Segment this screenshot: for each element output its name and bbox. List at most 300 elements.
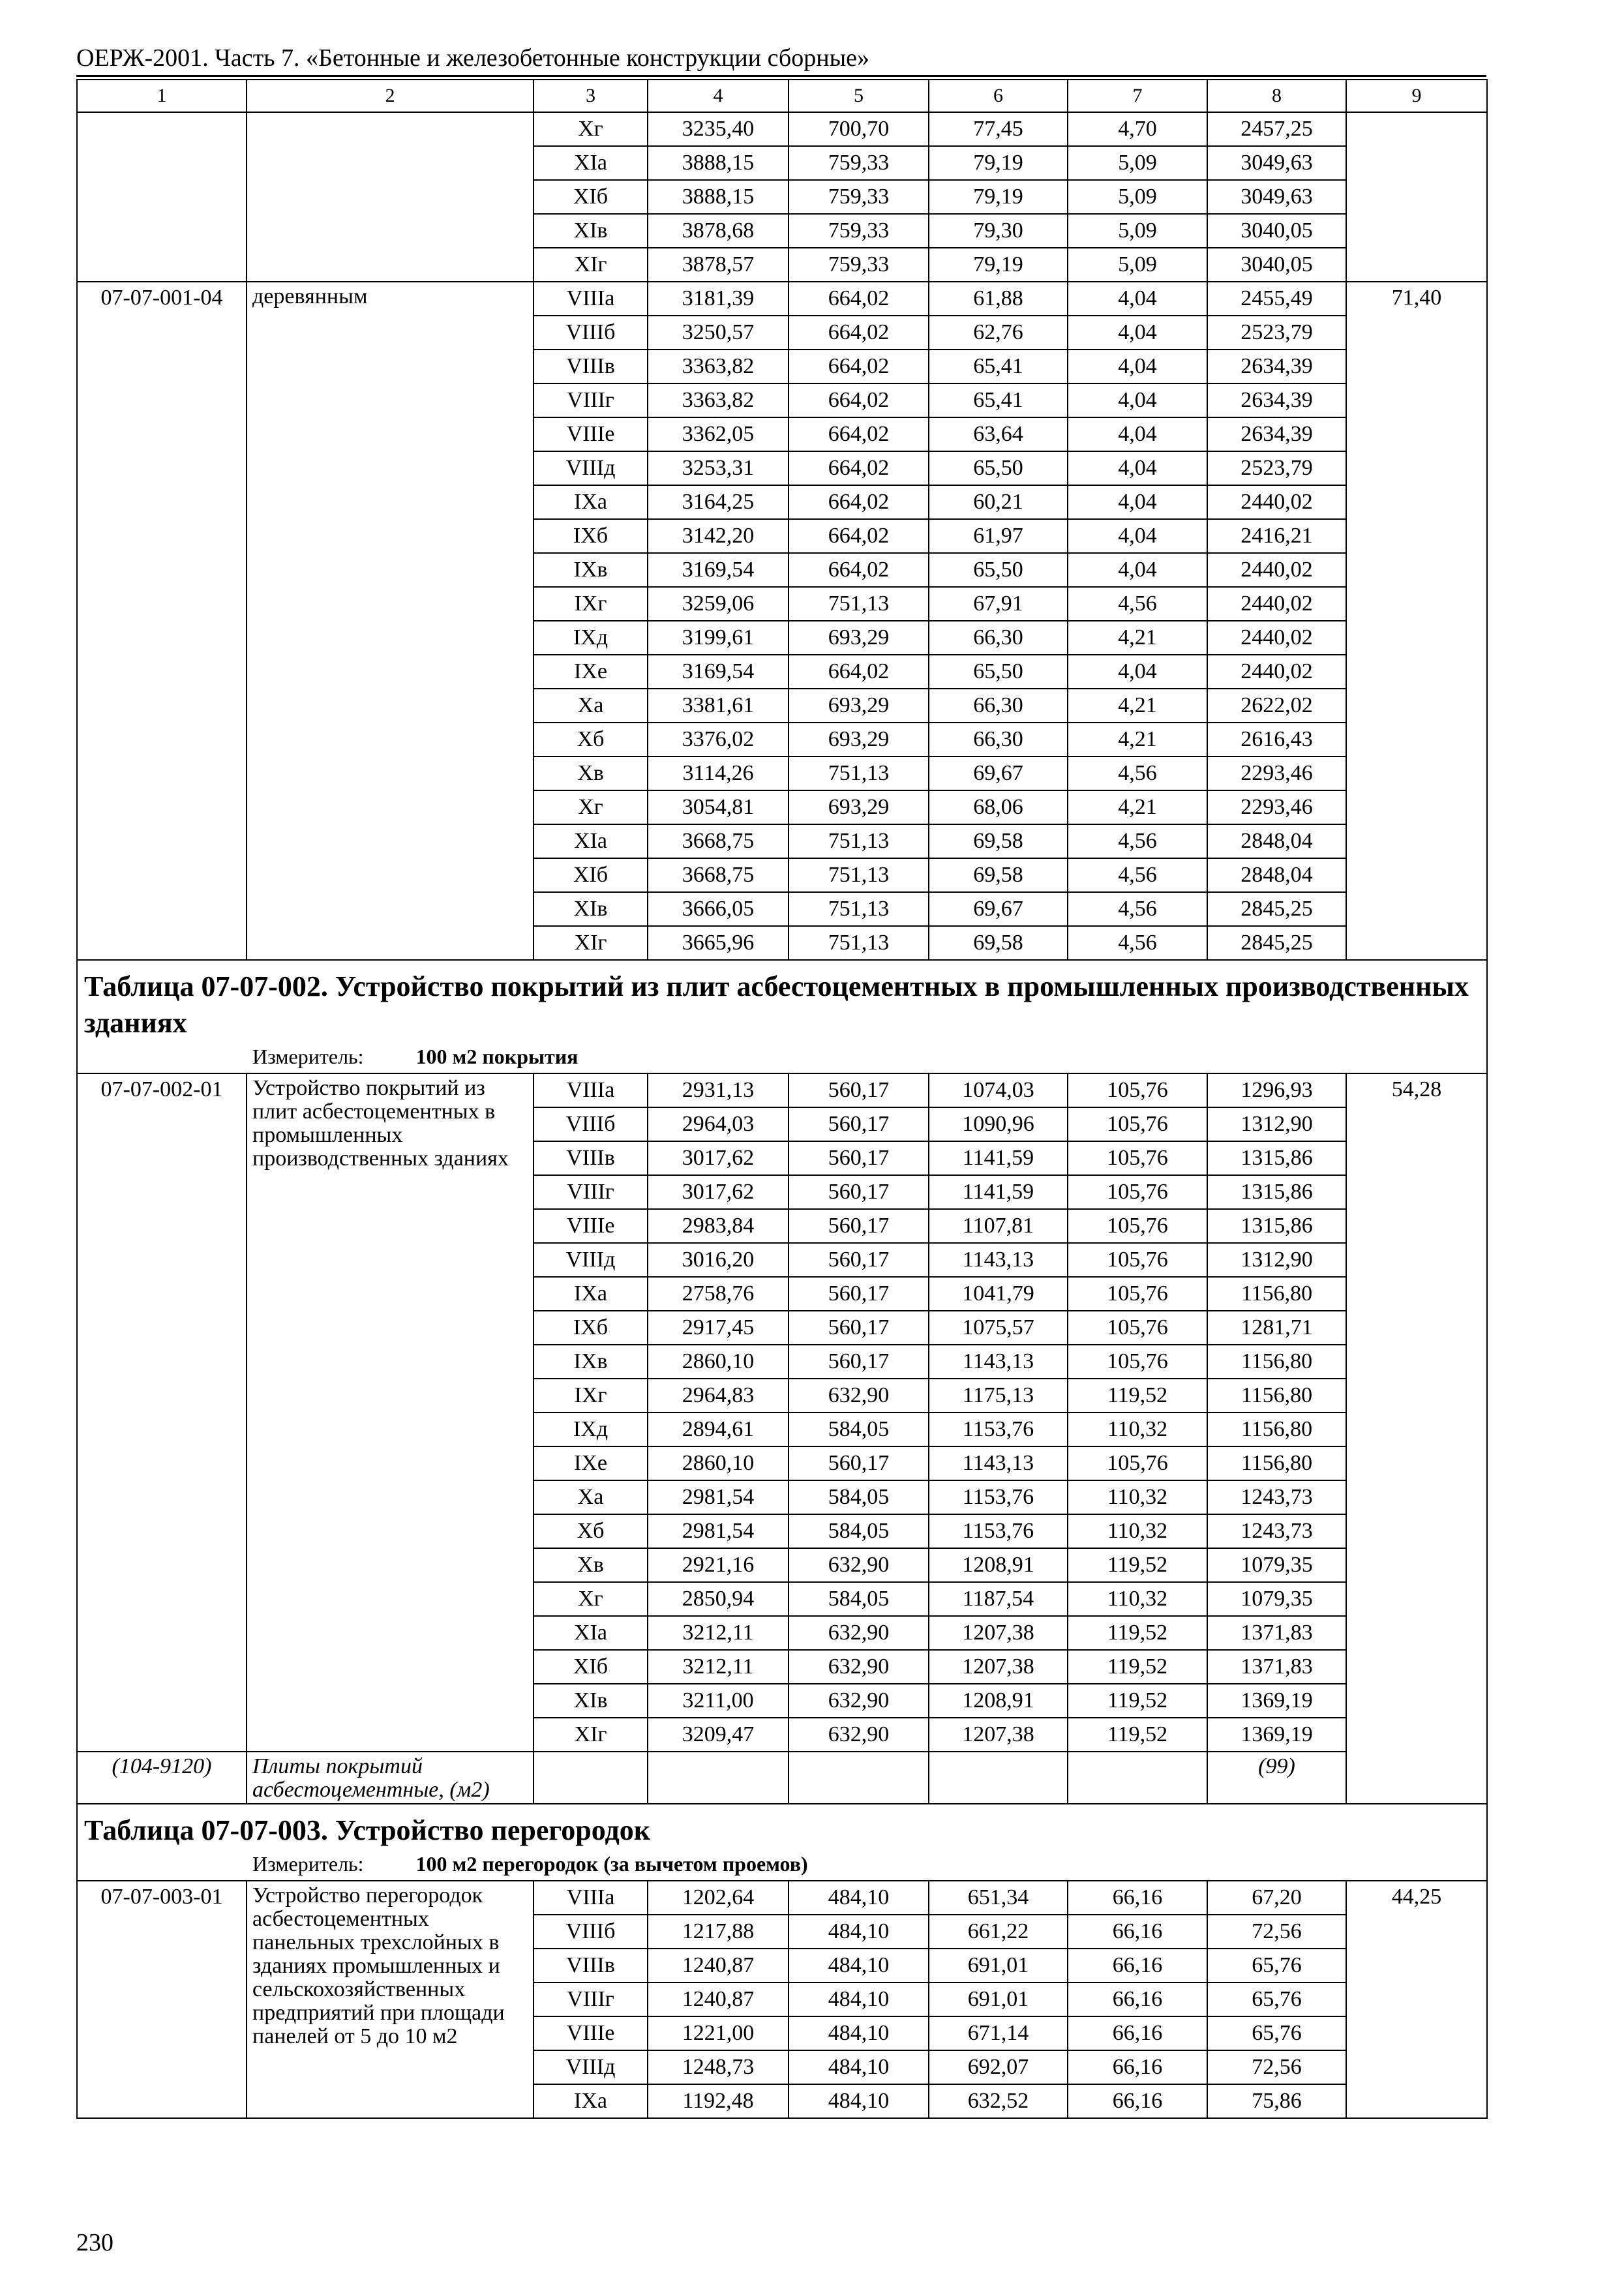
materials-cell: 1281,71 xyxy=(1207,1311,1346,1345)
cost-direct-cell: 3376,02 xyxy=(648,723,789,756)
wages-cell: 484,10 xyxy=(789,2050,929,2084)
header-rule xyxy=(76,75,1486,77)
region-cell: Хб xyxy=(534,1514,648,1548)
section-title: Таблица 07-07-002. Устройство покрытий из плит асбестоцементных в промышленных производственных зданиях xyxy=(84,970,1469,1039)
wages-cell: 484,10 xyxy=(789,1982,929,2016)
wages-cell: 664,02 xyxy=(789,519,929,553)
machines-cell: 1107,81 xyxy=(929,1209,1068,1243)
region-cell: VIIIв xyxy=(534,1141,648,1175)
wages-cell: 632,90 xyxy=(789,1650,929,1684)
materials-cell: 1156,80 xyxy=(1207,1446,1346,1480)
machines-cell: 77,45 xyxy=(929,112,1068,146)
machinist-wages-cell: 4,04 xyxy=(1068,383,1207,417)
measure-unit-line xyxy=(78,1849,1486,1880)
materials-cell: 1315,86 xyxy=(1207,1175,1346,1209)
wages-cell: 632,90 xyxy=(789,1684,929,1718)
section-header-row xyxy=(77,960,1487,1073)
region-cell: ХIб xyxy=(534,180,648,214)
wages-cell: 584,05 xyxy=(789,1413,929,1446)
cost-direct-cell: 1240,87 xyxy=(648,1982,789,2016)
cost-direct-cell: 3169,54 xyxy=(648,553,789,587)
machinist-wages-cell: 110,32 xyxy=(1068,1514,1207,1548)
column-number-cell: 1 xyxy=(77,80,247,112)
wages-cell: 632,90 xyxy=(789,1616,929,1650)
cost-direct-cell: 2917,45 xyxy=(648,1311,789,1345)
machinist-wages-cell: 119,52 xyxy=(1068,1548,1207,1582)
section-title: Таблица 07-07-003. Устройство перегородок xyxy=(84,1814,651,1846)
materials-cell: 1312,90 xyxy=(1207,1107,1346,1141)
materials-cell: 65,76 xyxy=(1207,1949,1346,1982)
cost-direct-cell: 3054,81 xyxy=(648,790,789,824)
machines-cell: 1090,96 xyxy=(929,1107,1068,1141)
materials-cell: 1371,83 xyxy=(1207,1650,1346,1684)
wages-cell: 584,05 xyxy=(789,1514,929,1548)
materials-cell: 65,76 xyxy=(1207,1982,1346,2016)
materials-cell: 2416,21 xyxy=(1207,519,1346,553)
machinist-wages-cell: 4,04 xyxy=(1068,417,1207,451)
machines-cell: 61,97 xyxy=(929,519,1068,553)
machinist-wages-cell: 119,52 xyxy=(1068,1718,1207,1752)
machinist-wages-cell: 105,76 xyxy=(1068,1175,1207,1209)
region-cell: VIIIд xyxy=(534,2050,648,2084)
region-cell: VIIIг xyxy=(534,383,648,417)
wages-cell: 560,17 xyxy=(789,1345,929,1379)
region-cell: IХа xyxy=(534,2084,648,2118)
materials-cell: 1079,35 xyxy=(1207,1548,1346,1582)
rate-description-cell xyxy=(247,112,534,282)
materials-cell: 1369,19 xyxy=(1207,1718,1346,1752)
wages-cell: 484,10 xyxy=(789,2016,929,2050)
region-cell: Хг xyxy=(534,112,648,146)
machinist-wages-cell: 110,32 xyxy=(1068,1582,1207,1616)
machinist-wages-cell: 4,56 xyxy=(1068,587,1207,621)
machines-cell: 692,07 xyxy=(929,2050,1068,2084)
machinist-wages-cell: 5,09 xyxy=(1068,146,1207,180)
machines-cell: 1141,59 xyxy=(929,1141,1068,1175)
machines-cell: 1153,76 xyxy=(929,1413,1068,1446)
cost-direct-cell: 3363,82 xyxy=(648,350,789,383)
cost-direct-cell: 1202,64 xyxy=(648,1881,789,1915)
machinist-wages-cell: 66,16 xyxy=(1068,1881,1207,1915)
cost-direct-cell: 3381,61 xyxy=(648,689,789,723)
region-cell: IХв xyxy=(534,1345,648,1379)
cost-direct-cell: 3363,82 xyxy=(648,383,789,417)
cost-direct-cell: 2860,10 xyxy=(648,1446,789,1480)
machines-cell: 1208,91 xyxy=(929,1548,1068,1582)
machinist-wages-cell: 4,04 xyxy=(1068,485,1207,519)
cost-direct-cell: 3665,96 xyxy=(648,926,789,960)
materials-cell: 1156,80 xyxy=(1207,1277,1346,1311)
cost-direct-cell: 3169,54 xyxy=(648,655,789,689)
materials-cell: 3049,63 xyxy=(1207,180,1346,214)
machinist-wages-cell: 4,04 xyxy=(1068,519,1207,553)
wages-cell: 664,02 xyxy=(789,451,929,485)
machinist-wages-cell: 110,32 xyxy=(1068,1413,1207,1446)
machines-cell: 66,30 xyxy=(929,621,1068,655)
machinist-wages-cell: 66,16 xyxy=(1068,2084,1207,2118)
machines-cell: 1153,76 xyxy=(929,1514,1068,1548)
region-cell: VIIIб xyxy=(534,1915,648,1949)
materials-cell: 1315,86 xyxy=(1207,1141,1346,1175)
machines-cell: 65,41 xyxy=(929,383,1068,417)
machinist-wages-cell: 119,52 xyxy=(1068,1616,1207,1650)
materials-cell: 1156,80 xyxy=(1207,1345,1346,1379)
region-cell: IХе xyxy=(534,655,648,689)
wages-cell: 584,05 xyxy=(789,1582,929,1616)
cost-direct-cell: 2758,76 xyxy=(648,1277,789,1311)
materials-cell: 1079,35 xyxy=(1207,1582,1346,1616)
machines-cell: 60,21 xyxy=(929,485,1068,519)
measure-unit-value: 100 м2 покрытия xyxy=(415,1045,579,1068)
machines-cell: 65,50 xyxy=(929,451,1068,485)
machines-cell: 63,64 xyxy=(929,417,1068,451)
wages-cell: 693,29 xyxy=(789,723,929,756)
table-row xyxy=(77,112,1487,146)
cost-direct-cell: 3668,75 xyxy=(648,858,789,892)
materials-cell: 2293,46 xyxy=(1207,756,1346,790)
machinist-wages-cell: 4,04 xyxy=(1068,350,1207,383)
wages-cell: 693,29 xyxy=(789,790,929,824)
wages-cell: 759,33 xyxy=(789,180,929,214)
labor-cost-cell: 44,25 xyxy=(1346,1881,1487,2118)
machines-cell: 1041,79 xyxy=(929,1277,1068,1311)
material-consumption-cell: (99) xyxy=(1207,1752,1346,1804)
materials-cell: 2293,46 xyxy=(1207,790,1346,824)
region-cell: ХIб xyxy=(534,858,648,892)
empty-cell xyxy=(648,1752,789,1804)
machines-cell: 62,76 xyxy=(929,316,1068,350)
machines-cell: 69,58 xyxy=(929,824,1068,858)
measure-unit-label: Измеритель: xyxy=(252,1045,364,1068)
machines-cell: 69,58 xyxy=(929,926,1068,960)
machinist-wages-cell: 105,76 xyxy=(1068,1311,1207,1345)
machinist-wages-cell: 4,56 xyxy=(1068,892,1207,926)
machines-cell: 671,14 xyxy=(929,2016,1068,2050)
empty-cell xyxy=(534,1752,648,1804)
cost-direct-cell: 1248,73 xyxy=(648,2050,789,2084)
region-cell: ХIа xyxy=(534,146,648,180)
machines-cell: 79,19 xyxy=(929,248,1068,282)
section-header-cell xyxy=(77,1804,1487,1881)
machinist-wages-cell: 4,56 xyxy=(1068,858,1207,892)
cost-direct-cell: 3259,06 xyxy=(648,587,789,621)
machines-cell: 1075,57 xyxy=(929,1311,1068,1345)
machines-cell: 632,52 xyxy=(929,2084,1068,2118)
cost-direct-cell: 3181,39 xyxy=(648,282,789,316)
empty-cell xyxy=(929,1752,1068,1804)
machinist-wages-cell: 4,21 xyxy=(1068,723,1207,756)
machinist-wages-cell: 105,76 xyxy=(1068,1277,1207,1311)
wages-cell: 664,02 xyxy=(789,383,929,417)
materials-cell: 75,86 xyxy=(1207,2084,1346,2118)
cost-direct-cell: 3211,00 xyxy=(648,1684,789,1718)
cost-direct-cell: 3017,62 xyxy=(648,1141,789,1175)
cost-direct-cell: 3250,57 xyxy=(648,316,789,350)
wages-cell: 560,17 xyxy=(789,1277,929,1311)
column-number-cell: 6 xyxy=(929,80,1068,112)
region-cell: IХб xyxy=(534,1311,648,1345)
region-cell: ХIа xyxy=(534,1616,648,1650)
table-row xyxy=(77,282,1487,316)
machines-cell: 651,34 xyxy=(929,1881,1068,1915)
cost-direct-cell: 3888,15 xyxy=(648,146,789,180)
machinist-wages-cell: 66,16 xyxy=(1068,1915,1207,1949)
rate-description-cell: Устройство перегородок асбестоцементных панельных трехслойных в зданиях промышленных и сельскохозяйственных предприятий при площади панелей от 5 до 10 м2 xyxy=(247,1881,534,2118)
machines-cell: 68,06 xyxy=(929,790,1068,824)
labor-cost-cell xyxy=(1346,112,1487,282)
region-cell: VIIIб xyxy=(534,316,648,350)
region-cell: ХIг xyxy=(534,1718,648,1752)
wages-cell: 560,17 xyxy=(789,1175,929,1209)
cost-direct-cell: 2921,16 xyxy=(648,1548,789,1582)
region-cell: VIIIа xyxy=(534,1073,648,1107)
rate-code-cell: 07-07-001-04 xyxy=(77,282,247,960)
region-cell: Ха xyxy=(534,689,648,723)
wages-cell: 664,02 xyxy=(789,553,929,587)
wages-cell: 632,90 xyxy=(789,1548,929,1582)
cost-direct-cell: 2983,84 xyxy=(648,1209,789,1243)
wages-cell: 484,10 xyxy=(789,1949,929,1982)
machines-cell: 79,19 xyxy=(929,180,1068,214)
wages-cell: 560,17 xyxy=(789,1073,929,1107)
wages-cell: 751,13 xyxy=(789,892,929,926)
wages-cell: 751,13 xyxy=(789,926,929,960)
column-number-cell: 9 xyxy=(1346,80,1487,112)
machines-cell: 1143,13 xyxy=(929,1446,1068,1480)
wages-cell: 484,10 xyxy=(789,1915,929,1949)
wages-cell: 560,17 xyxy=(789,1107,929,1141)
materials-cell: 2848,04 xyxy=(1207,824,1346,858)
region-cell: VIIIв xyxy=(534,1949,648,1982)
machines-cell: 1187,54 xyxy=(929,1582,1068,1616)
machines-cell: 67,91 xyxy=(929,587,1068,621)
column-number-cell: 7 xyxy=(1068,80,1207,112)
cost-direct-cell: 3209,47 xyxy=(648,1718,789,1752)
wages-cell: 664,02 xyxy=(789,282,929,316)
region-cell: VIIIд xyxy=(534,1243,648,1277)
materials-cell: 65,76 xyxy=(1207,2016,1346,2050)
empty-cell xyxy=(789,1752,929,1804)
running-header: ОЕРЖ-2001. Часть 7. «Бетонные и железобетонные конструкции сборные» xyxy=(76,44,869,72)
rate-description-cell: деревянным xyxy=(247,282,534,960)
cost-direct-cell: 3164,25 xyxy=(648,485,789,519)
column-number-row xyxy=(77,80,1487,112)
machines-cell: 1074,03 xyxy=(929,1073,1068,1107)
cost-direct-cell: 3142,20 xyxy=(648,519,789,553)
cost-direct-cell: 3212,11 xyxy=(648,1616,789,1650)
cost-direct-cell: 1221,00 xyxy=(648,2016,789,2050)
wages-cell: 632,90 xyxy=(789,1379,929,1413)
cost-direct-cell: 2981,54 xyxy=(648,1480,789,1514)
cost-direct-cell: 3212,11 xyxy=(648,1650,789,1684)
machinist-wages-cell: 66,16 xyxy=(1068,2016,1207,2050)
machinist-wages-cell: 66,16 xyxy=(1068,1982,1207,2016)
cost-direct-cell: 2964,03 xyxy=(648,1107,789,1141)
materials-cell: 1156,80 xyxy=(1207,1413,1346,1446)
region-cell: ХIа xyxy=(534,824,648,858)
wages-cell: 693,29 xyxy=(789,689,929,723)
machines-cell: 1207,38 xyxy=(929,1718,1068,1752)
materials-cell: 2523,79 xyxy=(1207,316,1346,350)
machines-cell: 1141,59 xyxy=(929,1175,1068,1209)
cost-direct-cell: 3199,61 xyxy=(648,621,789,655)
section-header-row xyxy=(77,1804,1487,1881)
machines-cell: 1143,13 xyxy=(929,1243,1068,1277)
machines-cell: 79,30 xyxy=(929,214,1068,248)
section-header-cell xyxy=(77,960,1487,1073)
region-cell: VIIIе xyxy=(534,417,648,451)
materials-cell: 3040,05 xyxy=(1207,248,1346,282)
materials-cell: 2455,49 xyxy=(1207,282,1346,316)
machinist-wages-cell: 4,04 xyxy=(1068,316,1207,350)
materials-cell: 3049,63 xyxy=(1207,146,1346,180)
column-number-cell: 8 xyxy=(1207,80,1346,112)
rate-code-cell: 07-07-003-01 xyxy=(77,1881,247,2118)
machinist-wages-cell: 4,21 xyxy=(1068,790,1207,824)
material-footnote-row xyxy=(77,1752,1487,1804)
empty-cell xyxy=(1068,1752,1207,1804)
materials-cell: 1243,73 xyxy=(1207,1514,1346,1548)
materials-cell: 1243,73 xyxy=(1207,1480,1346,1514)
wages-cell: 751,13 xyxy=(789,756,929,790)
labor-cost-cell: 54,28 xyxy=(1346,1073,1487,1804)
region-cell: ХIв xyxy=(534,892,648,926)
machinist-wages-cell: 105,76 xyxy=(1068,1209,1207,1243)
machines-cell: 1143,13 xyxy=(929,1345,1068,1379)
wages-cell: 664,02 xyxy=(789,350,929,383)
materials-cell: 72,56 xyxy=(1207,2050,1346,2084)
machines-cell: 1153,76 xyxy=(929,1480,1068,1514)
materials-cell: 2523,79 xyxy=(1207,451,1346,485)
region-cell: ХIв xyxy=(534,214,648,248)
materials-cell: 2440,02 xyxy=(1207,587,1346,621)
machines-cell: 691,01 xyxy=(929,1982,1068,2016)
region-cell: IХа xyxy=(534,485,648,519)
materials-cell: 2845,25 xyxy=(1207,926,1346,960)
machinist-wages-cell: 4,70 xyxy=(1068,112,1207,146)
table-row xyxy=(77,1881,1487,1915)
machinist-wages-cell: 105,76 xyxy=(1068,1345,1207,1379)
machines-cell: 69,67 xyxy=(929,892,1068,926)
machines-cell: 61,88 xyxy=(929,282,1068,316)
machinist-wages-cell: 66,16 xyxy=(1068,2050,1207,2084)
wages-cell: 560,17 xyxy=(789,1311,929,1345)
wages-cell: 560,17 xyxy=(789,1141,929,1175)
machines-cell: 661,22 xyxy=(929,1915,1068,1949)
measure-unit-label: Измеритель: xyxy=(252,1852,364,1876)
region-cell: VIIIа xyxy=(534,1881,648,1915)
materials-cell: 72,56 xyxy=(1207,1915,1346,1949)
region-cell: VIIIв xyxy=(534,350,648,383)
wages-cell: 700,70 xyxy=(789,112,929,146)
table-row xyxy=(77,1073,1487,1107)
machines-cell: 79,19 xyxy=(929,146,1068,180)
machinist-wages-cell: 66,16 xyxy=(1068,1949,1207,1982)
wages-cell: 664,02 xyxy=(789,485,929,519)
rate-description-cell: Устройство покрытий из плит асбестоцементных в промышленных производственных зданиях xyxy=(247,1073,534,1752)
materials-cell: 2440,02 xyxy=(1207,485,1346,519)
machinist-wages-cell: 4,21 xyxy=(1068,689,1207,723)
column-number-cell: 3 xyxy=(534,80,648,112)
measure-unit-line xyxy=(78,1041,1486,1073)
cost-direct-cell: 1240,87 xyxy=(648,1949,789,1982)
machinist-wages-cell: 119,52 xyxy=(1068,1379,1207,1413)
machinist-wages-cell: 110,32 xyxy=(1068,1480,1207,1514)
rates-table xyxy=(76,79,1488,2119)
cost-direct-cell: 3666,05 xyxy=(648,892,789,926)
cost-direct-cell: 3362,05 xyxy=(648,417,789,451)
measure-unit-value: 100 м2 перегородок (за вычетом проемов) xyxy=(415,1852,808,1876)
region-cell: Ха xyxy=(534,1480,648,1514)
machines-cell: 65,50 xyxy=(929,655,1068,689)
cost-direct-cell: 3235,40 xyxy=(648,112,789,146)
materials-cell: 2634,39 xyxy=(1207,350,1346,383)
machines-cell: 691,01 xyxy=(929,1949,1068,1982)
machinist-wages-cell: 4,04 xyxy=(1068,655,1207,689)
column-number-cell: 5 xyxy=(789,80,929,112)
cost-direct-cell: 3888,15 xyxy=(648,180,789,214)
wages-cell: 759,33 xyxy=(789,146,929,180)
materials-cell: 2622,02 xyxy=(1207,689,1346,723)
cost-direct-cell: 3016,20 xyxy=(648,1243,789,1277)
region-cell: Хв xyxy=(534,756,648,790)
machinist-wages-cell: 119,52 xyxy=(1068,1684,1207,1718)
wages-cell: 751,13 xyxy=(789,858,929,892)
materials-cell: 1369,19 xyxy=(1207,1684,1346,1718)
region-cell: Хг xyxy=(534,790,648,824)
materials-cell: 2634,39 xyxy=(1207,417,1346,451)
rate-code-cell: 07-07-002-01 xyxy=(77,1073,247,1752)
region-cell: ХIг xyxy=(534,248,648,282)
machines-cell: 1208,91 xyxy=(929,1684,1068,1718)
materials-cell: 1315,86 xyxy=(1207,1209,1346,1243)
wages-cell: 759,33 xyxy=(789,214,929,248)
cost-direct-cell: 3878,57 xyxy=(648,248,789,282)
machinist-wages-cell: 5,09 xyxy=(1068,248,1207,282)
wages-cell: 759,33 xyxy=(789,248,929,282)
region-cell: VIIIе xyxy=(534,2016,648,2050)
wages-cell: 632,90 xyxy=(789,1718,929,1752)
materials-cell: 2440,02 xyxy=(1207,553,1346,587)
machines-cell: 1175,13 xyxy=(929,1379,1068,1413)
machinist-wages-cell: 5,09 xyxy=(1068,214,1207,248)
region-cell: VIIIа xyxy=(534,282,648,316)
wages-cell: 693,29 xyxy=(789,621,929,655)
region-cell: IХа xyxy=(534,1277,648,1311)
materials-cell: 2457,25 xyxy=(1207,112,1346,146)
machinist-wages-cell: 105,76 xyxy=(1068,1073,1207,1107)
machines-cell: 65,50 xyxy=(929,553,1068,587)
machines-cell: 69,58 xyxy=(929,858,1068,892)
cost-direct-cell: 2981,54 xyxy=(648,1514,789,1548)
region-cell: VIIIг xyxy=(534,1982,648,2016)
wages-cell: 664,02 xyxy=(789,316,929,350)
rate-code-cell xyxy=(77,112,247,282)
wages-cell: 584,05 xyxy=(789,1480,929,1514)
materials-cell: 1312,90 xyxy=(1207,1243,1346,1277)
cost-direct-cell: 1217,88 xyxy=(648,1915,789,1949)
column-number-cell: 4 xyxy=(648,80,789,112)
materials-cell: 3040,05 xyxy=(1207,214,1346,248)
region-cell: VIIIб xyxy=(534,1107,648,1141)
machinist-wages-cell: 105,76 xyxy=(1068,1446,1207,1480)
region-cell: Хб xyxy=(534,723,648,756)
region-cell: ХIб xyxy=(534,1650,648,1684)
materials-cell: 2440,02 xyxy=(1207,655,1346,689)
machines-cell: 1207,38 xyxy=(929,1650,1068,1684)
wages-cell: 560,17 xyxy=(789,1243,929,1277)
materials-cell: 1371,83 xyxy=(1207,1616,1346,1650)
